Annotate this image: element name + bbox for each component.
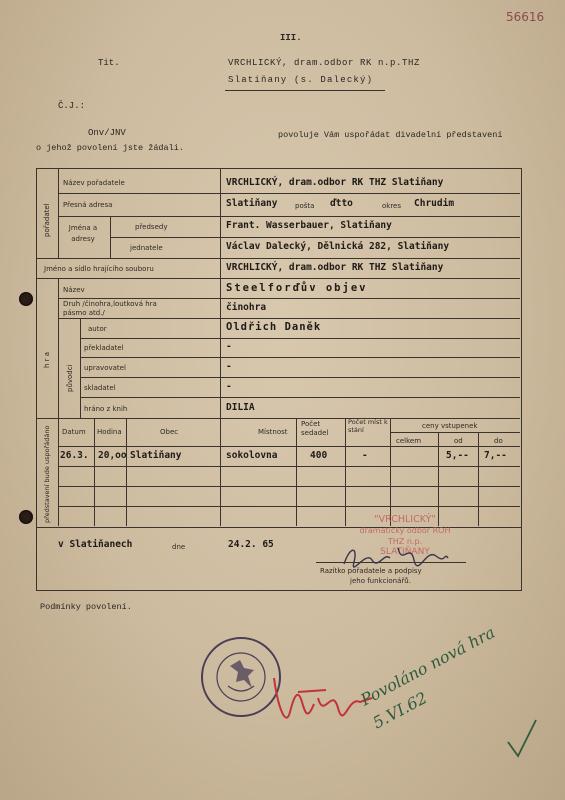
place-name: v Slatiňanech: [58, 539, 133, 550]
header-celkem: celkem: [396, 437, 422, 445]
label-druh-1: Druh /činohra,loutková hra: [63, 300, 157, 308]
label-prekladatel: překladatel: [84, 344, 124, 352]
label-nazev-hry: Název: [63, 286, 85, 294]
red-stamp-line-4: SLATIŇANY: [380, 547, 430, 557]
header-datum: Datum: [62, 428, 86, 436]
label-jmena-adresy: Jména a adresy: [68, 224, 98, 243]
label-soubor: Jméno a sídlo hrajícího souboru: [44, 265, 154, 273]
stamp-caption-1: Razítko pořadatele a podpisy: [320, 567, 422, 575]
perf-cena-od: 5,--: [446, 450, 469, 461]
value-soubor: VRCHLICKÝ, dram.odbor RK THZ Slatiňany: [226, 262, 444, 273]
punch-hole-top: [19, 292, 33, 306]
perf-mistnost: sokolovna: [226, 450, 278, 461]
value-nazev-poradatele: VRCHLICKÝ, dram.odbor RK THZ Slatiňany: [226, 177, 444, 188]
povoluje-text: povoluje Vám uspořádat divadelní představení: [278, 130, 503, 140]
label-skladatel: skladatel: [84, 384, 116, 392]
organizer-signature: [340, 540, 450, 572]
header-ceny-vstupenek: ceny vstupenek: [422, 422, 478, 430]
value-okres: Chrudim: [414, 198, 455, 209]
perf-obec: Slatiňany: [130, 450, 182, 461]
value-druh: činohra: [226, 302, 267, 313]
green-tick-mark: [506, 716, 540, 760]
side-label-poradatel: pořadatel: [43, 203, 51, 237]
label-nazev-poradatele: Název pořadatele: [63, 179, 125, 187]
label-autor: autor: [88, 325, 107, 333]
header-od: od: [454, 437, 463, 445]
perf-cena-do: 7,--: [484, 450, 507, 461]
cj-label: Č.J.:: [58, 101, 86, 111]
jehoz-text: o jehož povolení jste žádali.: [36, 143, 184, 153]
value-hrano-z-knih: DILIA: [226, 402, 255, 413]
header-obec: Obec: [160, 428, 179, 436]
label-okres: okres: [382, 202, 402, 210]
onv-label: Onv/JNV: [88, 128, 126, 138]
header-pocet-mist: Počet míst k stání: [348, 418, 388, 434]
conditions-label: Podmínky povolení.: [40, 602, 132, 612]
value-posta: ďtto: [330, 198, 353, 209]
side-label-puvodci: původci: [66, 364, 74, 392]
value-autor: Oldřich Daněk: [226, 321, 322, 333]
label-upravovatel: upravovatel: [84, 364, 126, 372]
red-stamp-line-3: THZ n.p.: [387, 537, 423, 546]
issue-date: 24.2. 65: [228, 539, 274, 550]
red-ink-signature: [268, 668, 378, 738]
header-hodina: Hodina: [97, 428, 122, 436]
value-jednatele: Václav Dalecký, Dělnická 282, Slatiňany: [226, 241, 450, 252]
green-note-text: Povoláno nová hra 5.VI.62: [357, 622, 499, 733]
label-druh-2: pásmo atd./: [63, 309, 105, 317]
addressee-line-1: VRCHLICKÝ, dram.odbor RK n.p.THZ: [228, 58, 421, 68]
addressee-line-2: Slatiňany (s. Dalecký): [228, 75, 374, 85]
side-label-predstaveni: představení bude uspořádáno: [43, 425, 51, 523]
label-hrano-z-knih: hráno z knih: [84, 405, 128, 413]
header-pocet-sedadel: Počet sedadel: [301, 420, 329, 437]
value-predsedy: Frant. Wasserbauer, Slatiňany: [226, 220, 392, 231]
perf-stani: -: [362, 450, 368, 461]
roman-numeral: III.: [280, 33, 302, 43]
document-number: 56616: [506, 10, 545, 24]
green-handwritten-note: [356, 610, 531, 736]
dne-label: dne: [172, 543, 186, 551]
red-stamp-line-1: "VRCHLICKÝ": [374, 514, 436, 525]
red-stamp-line-2: dramatický odbor ROH: [359, 526, 451, 535]
value-presna-adresa: Slatiňany: [226, 198, 278, 209]
value-prekladatel: -: [226, 341, 232, 352]
addressee-underline: [225, 90, 385, 91]
perf-hodina: 20,oo: [98, 450, 127, 461]
tit-label: Tit.: [98, 58, 120, 68]
header-mistnost: Místnost: [258, 428, 288, 436]
stamp-caption-2: jeho funkcionářů.: [350, 577, 411, 585]
value-skladatel: -: [226, 381, 232, 392]
value-upravovatel: -: [226, 361, 232, 372]
perf-sedadel: 400: [310, 450, 328, 461]
value-nazev-hry: Steelforďův objev: [226, 282, 368, 294]
label-posta: pošta: [295, 202, 315, 210]
label-predsedy: předsedy: [135, 223, 168, 231]
label-jednatele: jednatele: [130, 244, 163, 252]
header-do: do: [494, 437, 503, 445]
punch-hole-bottom: [19, 510, 33, 524]
perf-datum: 26.3.: [60, 450, 89, 461]
label-presna-adresa: Přesná adresa: [63, 201, 113, 209]
side-label-hra: h r a: [43, 351, 51, 368]
